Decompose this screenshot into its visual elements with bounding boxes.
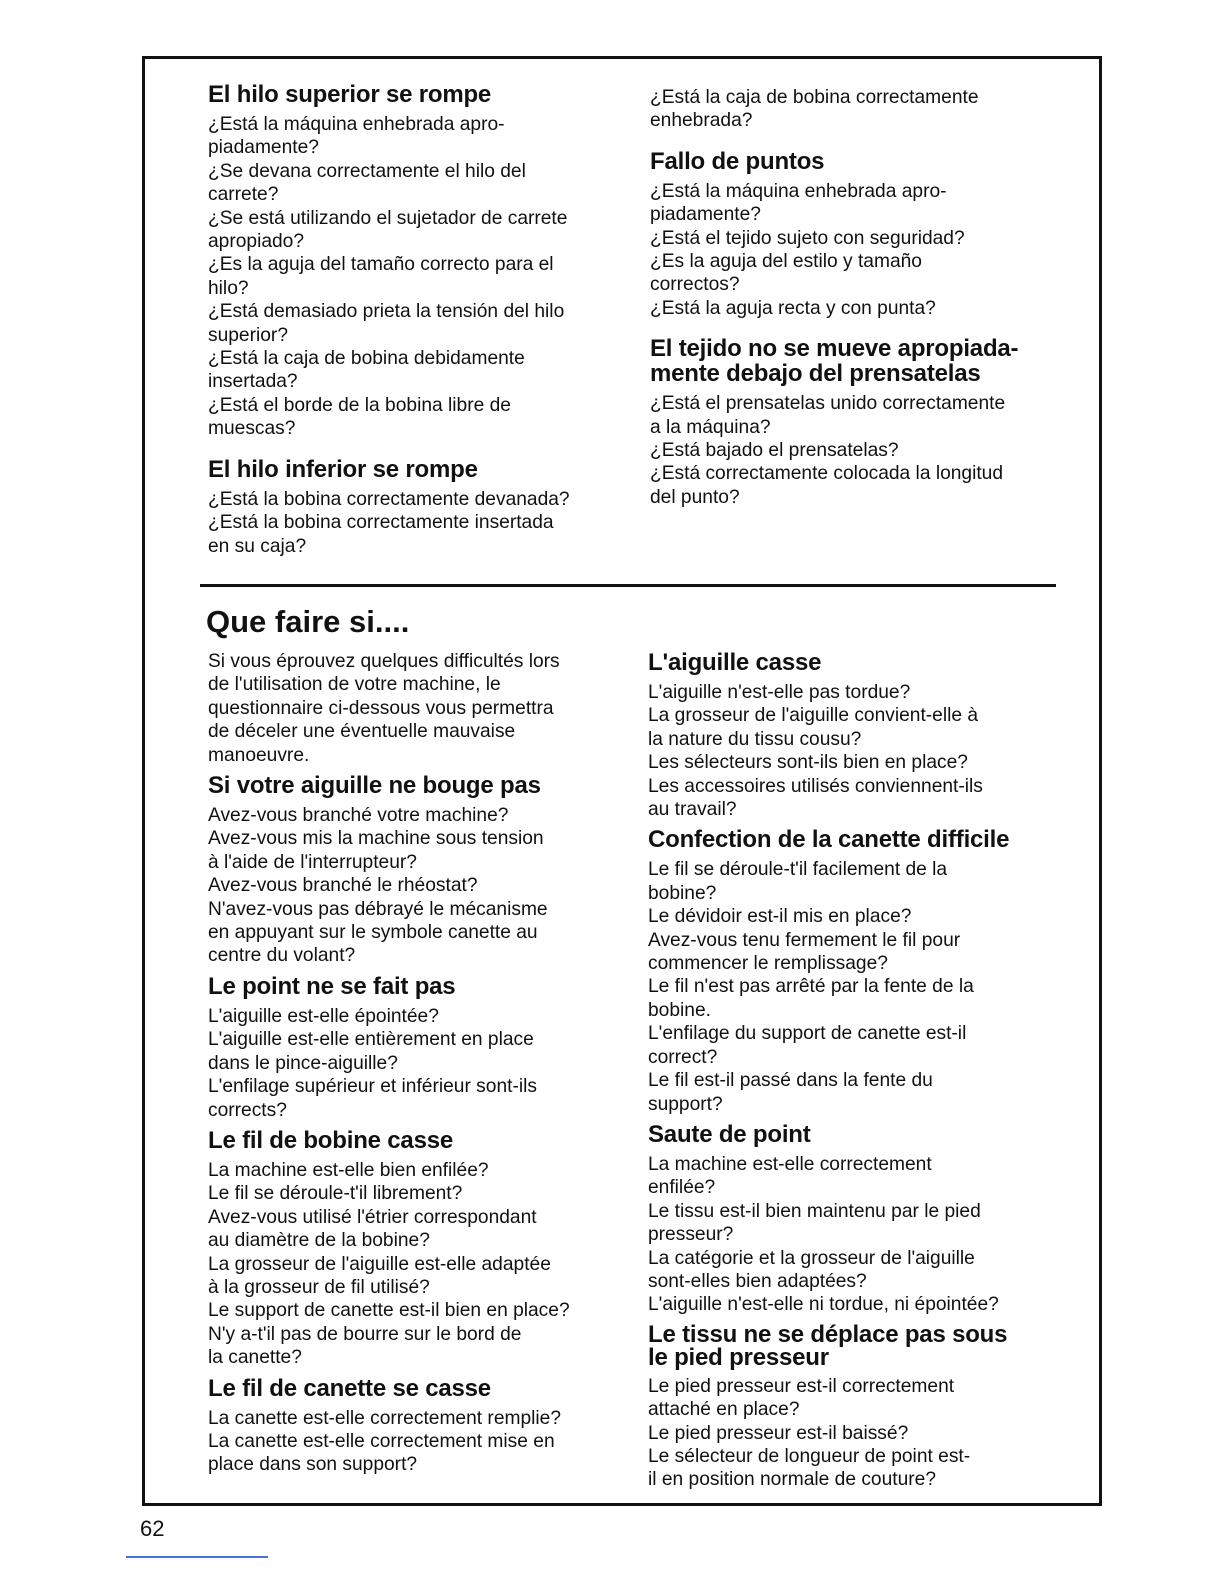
text-line: place dans son support? xyxy=(208,1454,418,1476)
section-body xyxy=(648,858,1040,1115)
text-line: apropiado? xyxy=(208,231,305,253)
text-line: superior? xyxy=(208,324,288,346)
section-heading: Si votre aiguille ne bouge pas xyxy=(208,772,541,800)
text-line: Le fil se déroule-t'il librement? xyxy=(208,1183,463,1205)
section-body xyxy=(208,488,600,558)
text-line: au diamètre de la bobine? xyxy=(208,1230,430,1252)
text-line: Si vous éprouvez quelques difficultés lors xyxy=(208,651,560,672)
section-body xyxy=(650,86,1042,133)
text-line: Avez-vous branché le rhéostat? xyxy=(208,875,478,897)
section-heading: El hilo superior se rompe xyxy=(208,81,492,108)
text-line: de l'utilisation de votre machine, le xyxy=(208,674,501,696)
text-line: ¿Está la máquina enhebrada apro- xyxy=(650,180,947,202)
text-line: muescas? xyxy=(208,418,296,440)
text-line: ¿Está el tejido sujeto con seguridad? xyxy=(650,227,965,249)
text-line: questionnaire ci-dessous vous permettra xyxy=(208,697,554,719)
section-heading: Le fil de canette se casse xyxy=(208,1374,491,1402)
text-line: La canette est-elle correctement remplie? xyxy=(208,1407,562,1429)
text-line: insertada? xyxy=(208,371,298,393)
text-line: Les accessoires utilisés conviennent-ils xyxy=(648,775,983,797)
section-heading: Le point ne se fait pas xyxy=(208,972,456,1000)
text-line: en appuyant sur le symbole canette au xyxy=(208,922,538,944)
text-line: N'avez-vous pas débrayé le mécanisme xyxy=(208,898,548,920)
text-line: correct? xyxy=(648,1046,718,1068)
text-line: a la máquina? xyxy=(650,416,771,438)
text-line: ¿Está el prensatelas unido correctamente xyxy=(650,393,1006,415)
text-line: ¿Está la aguja recta y con punta? xyxy=(650,297,936,319)
text-line: à la grosseur de fil utilisé? xyxy=(208,1276,430,1298)
text-line: support? xyxy=(648,1093,723,1115)
text-line: N'y a-t'il pas de bourre sur le bord de xyxy=(208,1323,522,1345)
section-divider xyxy=(200,584,1056,587)
text-line: dans le pince-aiguille? xyxy=(208,1052,398,1074)
text-line: Le dévidoir est-il mis en place? xyxy=(648,906,912,928)
page-title: Que faire si.... xyxy=(206,604,410,639)
text-line: carrete? xyxy=(208,184,279,206)
text-line: Avez-vous utilisé l'étrier correspondant xyxy=(208,1206,537,1228)
text-line: Le support de canette est-il bien en place? xyxy=(208,1300,570,1322)
text-line: enhebrada? xyxy=(650,110,753,132)
page-number: 62 xyxy=(140,1516,165,1541)
text-line: Le fil n'est pas arrêté par la fente de la xyxy=(648,976,974,998)
text-line: centre du volant? xyxy=(208,945,356,967)
text-line: del punto? xyxy=(650,486,740,508)
french-left-column xyxy=(208,650,600,1477)
text-line: sont-elles bien adaptées? xyxy=(648,1270,867,1292)
text-line: Avez-vous mis la machine sous tension xyxy=(208,828,544,850)
text-line: ¿Se está utilizando el sujetador de carrete xyxy=(208,207,568,229)
french-right-column xyxy=(648,650,1040,1492)
text-line: La machine est-elle correctement xyxy=(648,1153,932,1175)
spanish-right-column xyxy=(650,86,1042,509)
section-heading: Le fil de bobine casse xyxy=(208,1126,454,1154)
text-line: L'enfilage du support de canette est-il xyxy=(648,1023,967,1045)
spanish-left-column xyxy=(208,82,600,558)
section-heading: Saute de point xyxy=(648,1120,811,1148)
text-line: ¿Está el borde de la bobina libre de xyxy=(208,394,511,416)
section-body xyxy=(208,1407,600,1477)
heading-line: mente debajo del prensatelas xyxy=(650,360,981,388)
text-line: attaché en place? xyxy=(648,1399,800,1421)
section-body xyxy=(208,1005,600,1122)
text-line: ¿Está la caja de bobina correctamente xyxy=(650,87,979,108)
text-line: piadamente? xyxy=(208,137,319,159)
section-heading xyxy=(650,336,1042,386)
text-line: ¿Es la aguja del estilo y tamaño xyxy=(650,251,922,273)
text-line: ¿Se devana correctamente el hilo del xyxy=(208,160,526,182)
text-line: commencer le remplissage? xyxy=(648,953,888,975)
intro-paragraph xyxy=(208,650,600,767)
text-line: Avez-vous tenu fermement le fil pour xyxy=(648,929,961,951)
heading-line: Le tissu ne se déplace pas sous xyxy=(648,1320,1008,1348)
text-line: corrects? xyxy=(208,1099,287,1121)
text-line: la nature du tissu cousu? xyxy=(648,728,862,750)
section-heading: L'aiguille casse xyxy=(648,649,822,676)
section-body xyxy=(208,1159,600,1370)
text-line: L'aiguille est-elle entièrement en place xyxy=(208,1029,534,1051)
section-heading: Fallo de puntos xyxy=(650,147,825,175)
text-line: ¿Está la máquina enhebrada apro- xyxy=(208,114,505,135)
footer-rule xyxy=(126,1556,268,1558)
text-line: ¿Está demasiado prieta la tensión del hilo xyxy=(208,301,565,323)
text-line: L'aiguille n'est-elle pas tordue? xyxy=(648,682,911,703)
heading-line: El tejido no se mueve apropiada- xyxy=(650,335,1019,363)
section-heading: El hilo inferior se rompe xyxy=(208,455,478,483)
text-line: presseur? xyxy=(648,1224,734,1246)
text-line: Avez-vous branché votre machine? xyxy=(208,805,509,827)
text-line: Le tissu est-il bien maintenu par le pied xyxy=(648,1200,981,1222)
heading-line: le pied presseur xyxy=(648,1343,829,1371)
text-line: L'enfilage supérieur et inférieur sont-ils xyxy=(208,1076,537,1098)
text-line: ¿Está la bobina correctamente insertada xyxy=(208,512,554,534)
text-line: L'aiguille n'est-elle ni tordue, ni épointée? xyxy=(648,1294,999,1316)
text-line: La grosseur de l'aiguille convient-elle à xyxy=(648,705,979,727)
section-body xyxy=(648,1153,1040,1317)
text-line: La canette est-elle correctement mise en xyxy=(208,1430,555,1452)
section-body xyxy=(208,804,600,968)
text-line: bobine? xyxy=(648,882,717,904)
text-line: ¿Está la bobina correctamente devanada? xyxy=(208,488,570,510)
text-line: ¿Está bajado el prensatelas? xyxy=(650,440,899,462)
text-line: piadamente? xyxy=(650,204,761,226)
section-body xyxy=(648,681,1040,821)
text-line: bobine. xyxy=(648,999,711,1021)
text-line: ¿Está correctamente colocada la longitud xyxy=(650,463,1004,485)
text-line: de déceler une éventuelle mauvaise xyxy=(208,721,516,743)
text-line: La machine est-elle bien enfilée? xyxy=(208,1159,489,1181)
section-body xyxy=(648,1375,1040,1492)
section-heading: Confection de la canette difficile xyxy=(648,826,1010,854)
text-line: Le sélecteur de longueur de point est- xyxy=(648,1445,971,1467)
text-line: en su caja? xyxy=(208,535,307,557)
text-line: L'aiguille est-elle épointée? xyxy=(208,1005,439,1027)
text-line: ¿Está la caja de bobina debidamente xyxy=(208,348,525,370)
text-line: Le pied presseur est-il correctement xyxy=(648,1375,955,1397)
section-heading xyxy=(648,1320,1040,1371)
text-line: enfilée? xyxy=(648,1177,716,1199)
text-line: hilo? xyxy=(208,277,249,299)
text-line: la canette? xyxy=(208,1347,302,1369)
text-line: il en position normale de couture? xyxy=(648,1469,936,1491)
text-line: Le fil est-il passé dans la fente du xyxy=(648,1070,933,1092)
text-line: La grosseur de l'aiguille est-elle adaptée xyxy=(208,1253,551,1275)
text-line: La catégorie et la grosseur de l'aiguille xyxy=(648,1247,975,1269)
section-body xyxy=(208,113,600,441)
text-line: correctos? xyxy=(650,274,740,296)
text-line: Le pied presseur est-il baissé? xyxy=(648,1422,909,1444)
text-line: au travail? xyxy=(648,799,737,821)
text-line: Le fil se déroule-t'il facilement de la xyxy=(648,859,948,881)
text-line: à l'aide de l'interrupteur? xyxy=(208,851,417,873)
section-body xyxy=(650,180,1042,320)
text-line: Les sélecteurs sont-ils bien en place? xyxy=(648,752,968,774)
text-line: manoeuvre. xyxy=(208,744,310,766)
text-line: ¿Es la aguja del tamaño correcto para el xyxy=(208,254,554,276)
section-body xyxy=(650,392,1042,509)
